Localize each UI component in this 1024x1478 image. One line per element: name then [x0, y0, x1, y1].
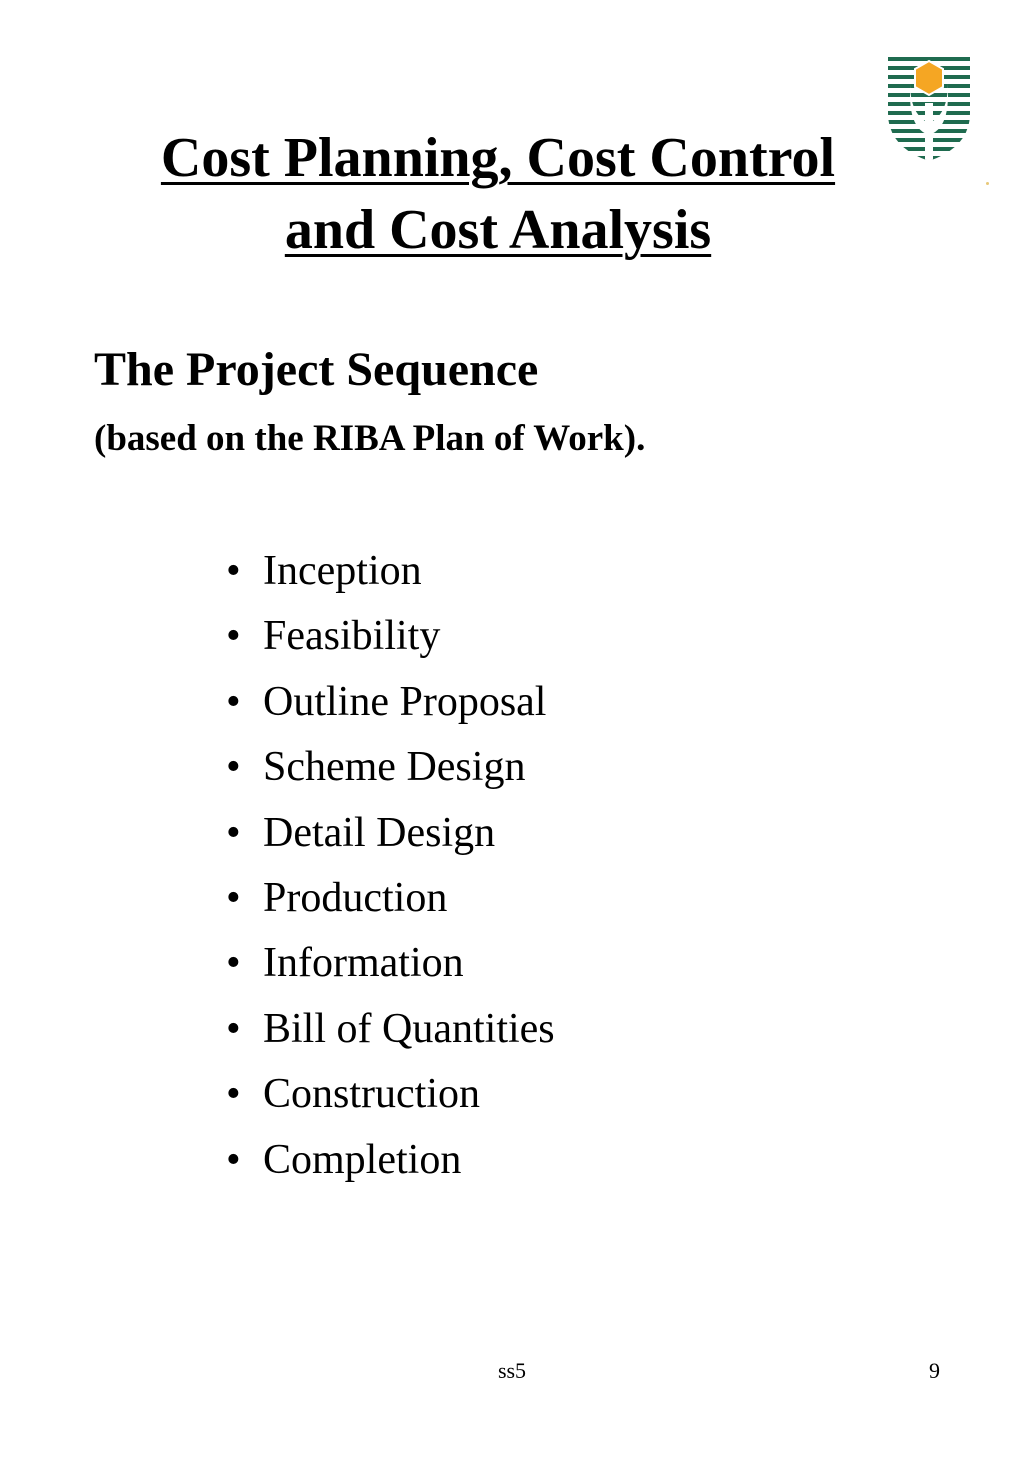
project-stage-label: Construction: [263, 1071, 480, 1118]
project-stage-label: Feasibility: [263, 613, 441, 660]
bullet-icon: •: [226, 809, 241, 856]
project-stage-label: Completion: [263, 1136, 462, 1183]
bullet-icon: •: [226, 1136, 241, 1183]
slide-title-line-2: and Cost Analysis: [284, 199, 712, 261]
slide-title: [120, 122, 876, 266]
bullet-icon: •: [226, 1071, 241, 1118]
project-stage-item: [226, 870, 555, 935]
page-number: 9: [929, 1358, 940, 1383]
bullet-icon: •: [226, 874, 241, 921]
project-stage-label: Outline Proposal: [263, 678, 547, 725]
project-stage-item: [226, 805, 555, 870]
project-stage-label: Inception: [263, 548, 422, 594]
slide-title-line-1: Cost Planning, Cost Control: [160, 127, 836, 189]
bullet-icon: •: [226, 548, 241, 594]
project-stage-item: [226, 935, 555, 1000]
project-stage-list: [226, 543, 555, 1197]
project-stage-item: [226, 543, 555, 608]
project-stage-item: [226, 1132, 555, 1197]
bullet-icon: •: [226, 613, 241, 660]
project-stage-label: Detail Design: [263, 809, 496, 856]
logo-dot: [986, 182, 989, 185]
university-crest-icon: [886, 55, 972, 163]
project-stage-item: [226, 608, 555, 673]
project-stage-item: [226, 1066, 555, 1131]
project-stage-item: [226, 674, 555, 739]
bullet-icon: •: [226, 1005, 241, 1052]
project-stage-label: Information: [263, 940, 464, 987]
bullet-icon: •: [226, 940, 241, 987]
section-note: (based on the RIBA Plan of Work).: [94, 418, 646, 459]
bullet-icon: •: [226, 744, 241, 791]
project-stage-label: Bill of Quantities: [263, 1005, 555, 1052]
project-stage-label: Production: [263, 874, 448, 921]
project-stage-item: [226, 739, 555, 804]
bullet-icon: •: [226, 678, 241, 725]
project-stage-item: [226, 1001, 555, 1066]
project-stage-label: Scheme Design: [263, 744, 526, 791]
crest-hexagon: [915, 61, 943, 95]
section-heading: The Project Sequence: [94, 343, 539, 396]
footer-label: ss5: [497, 1358, 527, 1383]
